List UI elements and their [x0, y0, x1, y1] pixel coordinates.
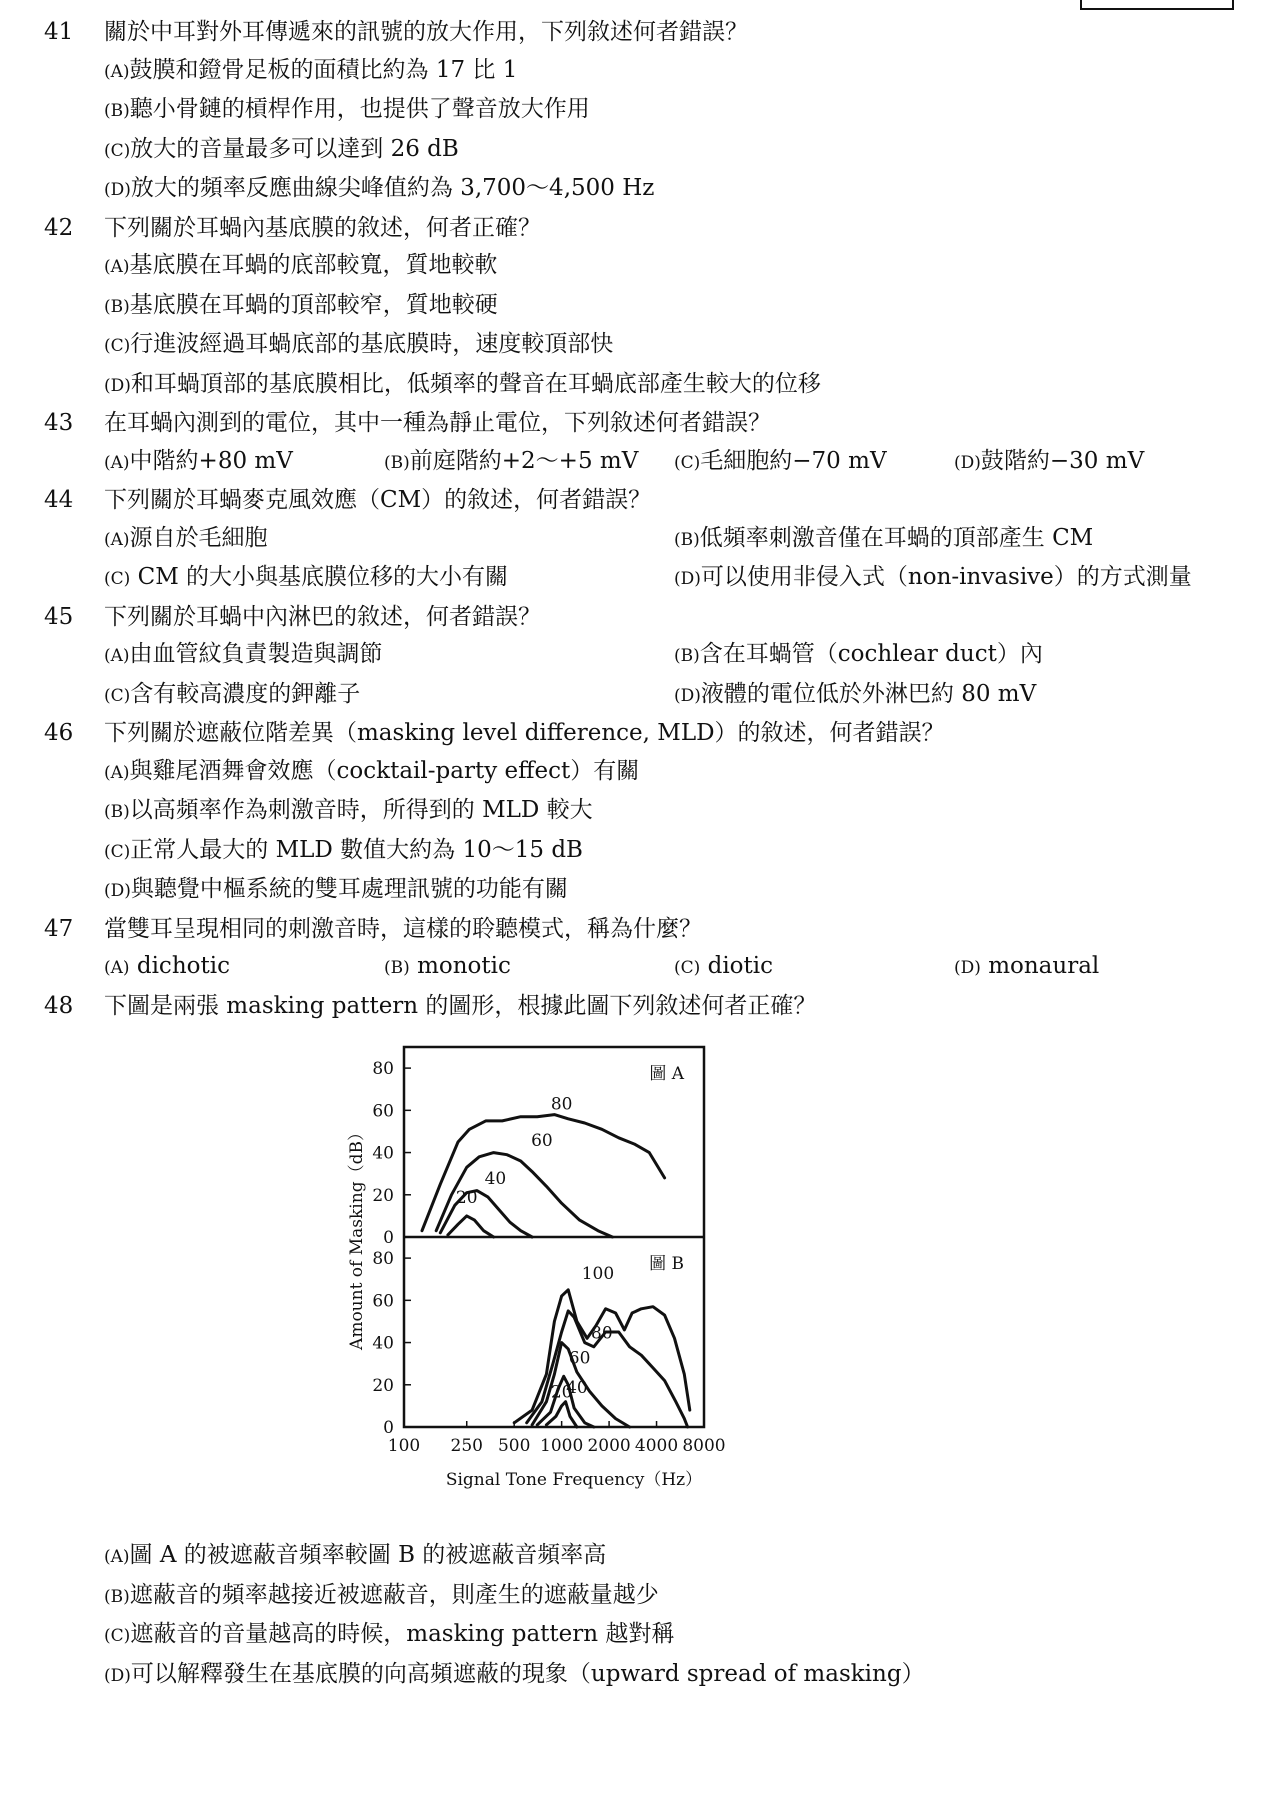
series-label: 60: [568, 1348, 591, 1369]
option-b[interactable]: (B) monotic: [384, 953, 511, 979]
option-d[interactable]: (D)液體的電位低於外淋巴約 80 mV: [674, 680, 1037, 707]
question-number: 45: [44, 603, 74, 630]
option-c[interactable]: (C)遮蔽音的音量越高的時候，masking pattern 越對稱: [104, 1621, 675, 1647]
y-tick-label: 0: [383, 1228, 394, 1248]
option-c[interactable]: (C)毛細胞約−70 mV: [674, 447, 887, 474]
series-label: 40: [484, 1169, 507, 1190]
option-d[interactable]: (D)可以解釋發生在基底膜的向高頻遮蔽的現象（upward spread of masking）: [104, 1660, 925, 1687]
option-a[interactable]: (A)源自於毛細胞: [104, 524, 268, 551]
x-tick-label: 4000: [634, 1436, 679, 1456]
question-43: [44, 405, 1234, 482]
x-axis-title: Signal Tone Frequency（Hz）: [445, 1470, 703, 1490]
masking-pattern-figure: [344, 1027, 864, 1537]
option-c[interactable]: (C)正常人最大的 MLD 數值大約為 10～15 dB: [104, 836, 583, 863]
question-number: 42: [44, 214, 74, 241]
y-tick-label: 20: [372, 1375, 394, 1396]
question-number: 41: [44, 19, 74, 45]
option-b[interactable]: (B)前庭階約+2～+5 mV: [384, 447, 639, 474]
question-number: 44: [44, 487, 74, 513]
option-b[interactable]: (B)基底膜在耳蝸的頂部較窄，質地較硬: [104, 291, 498, 318]
y-tick-label: 80: [372, 1059, 394, 1080]
header-box: [1080, 0, 1234, 10]
option-d[interactable]: (D)和耳蝸頂部的基底膜相比，低頻率的聲音在耳蝸底部產生較大的位移: [104, 370, 821, 397]
option-a[interactable]: (A)與雞尾酒舞會效應（cocktail-party effect）有關: [104, 757, 640, 784]
question-number: 46: [44, 720, 74, 746]
question-44: [44, 482, 1234, 599]
y-axis-title: Amount of Masking（dB）: [347, 1124, 367, 1350]
option-b[interactable]: (B)以高頻率作為刺激音時，所得到的 MLD 較大: [104, 797, 593, 823]
series-label: 40: [566, 1378, 588, 1399]
y-tick-label: 60: [372, 1291, 394, 1312]
question-text: 下列關於耳蝸中內淋巴的敘述，何者錯誤？: [104, 603, 541, 630]
option-c[interactable]: (C)行進波經過耳蝸底部的基底膜時，速度較頂部快: [104, 331, 614, 357]
series-label: 20: [550, 1382, 573, 1403]
option-c[interactable]: (C)含有較高濃度的鉀離子: [104, 680, 361, 707]
question-text: 在耳蝸內測到的電位，其中一種為靜止電位，下列敘述何者錯誤？: [104, 410, 771, 436]
x-tick-label: 8000: [682, 1436, 726, 1456]
masking-chart: [344, 1027, 864, 1537]
y-tick-label: 60: [372, 1101, 394, 1122]
panel-label: 圖 B: [649, 1254, 684, 1274]
series-label: 60: [531, 1131, 553, 1152]
question-number: 48: [44, 992, 74, 1019]
option-b[interactable]: (B)低頻率刺激音僅在耳蝸的頂部產生 CM: [674, 524, 1094, 551]
option-b[interactable]: (B)遮蔽音的頻率越接近被遮蔽音，則產生的遮蔽量越少: [104, 1581, 659, 1608]
question-text: 當雙耳呈現相同的刺激音時，這樣的聆聽模式，稱為什麼？: [104, 915, 702, 942]
y-tick-label: 20: [372, 1185, 394, 1206]
x-tick-label: 250: [450, 1436, 483, 1456]
option-b[interactable]: (B)聽小骨鏈的槓桿作用，也提供了聲音放大作用: [104, 96, 590, 122]
series-label: 80: [591, 1323, 613, 1344]
y-tick-label: 40: [372, 1333, 394, 1354]
option-a[interactable]: (A)鼓膜和鐙骨足板的面積比約為 17 比 1: [104, 56, 518, 83]
option-a[interactable]: (A) dichotic: [104, 953, 230, 979]
question-text: 下列關於遮蔽位階差異（masking level difference, MLD）的敘述，何者錯誤？: [104, 720, 945, 746]
option-c[interactable]: (C)放大的音量最多可以達到 26 dB: [104, 135, 459, 162]
x-tick-label: 1000: [540, 1436, 584, 1456]
option-d[interactable]: (D)鼓階約−30 mV: [954, 447, 1145, 474]
question-text: 下列關於耳蝸內基底膜的敘述，何者正確？: [104, 214, 541, 241]
y-tick-label: 0: [383, 1418, 394, 1438]
option-c[interactable]: (C) CM 的大小與基底膜位移的大小有關: [104, 564, 509, 590]
option-d[interactable]: (D)放大的頻率反應曲線尖峰值約為 3,700～4,500 Hz: [104, 175, 655, 201]
x-tick-label: 2000: [587, 1436, 631, 1456]
panel-label: 圖 A: [649, 1064, 684, 1084]
option-a[interactable]: (A)基底膜在耳蝸的底部較寬，質地較軟: [104, 252, 498, 278]
option-a[interactable]: (A)由血管紋負責製造與調節: [104, 641, 383, 667]
option-b[interactable]: (B)含在耳蝸管（cochlear duct）內: [674, 641, 1043, 667]
question-45: [44, 599, 1234, 716]
question-number: 43: [44, 410, 74, 436]
option-c[interactable]: (C) diotic: [674, 953, 773, 979]
x-tick-label: 500: [497, 1436, 531, 1456]
question-47: [44, 911, 1234, 988]
question-48: [44, 988, 1234, 1696]
exam-page: [44, 14, 1234, 1695]
question-46: [44, 715, 1234, 911]
question-number: 47: [44, 915, 74, 942]
option-a[interactable]: (A)圖 A 的被遮蔽音頻率較圖 B 的被遮蔽音頻率高: [104, 1542, 607, 1568]
series-label: 20: [455, 1188, 478, 1209]
option-d[interactable]: (D) monaural: [954, 953, 1100, 979]
question-text: 關於中耳對外耳傳遞來的訊號的放大作用，下列敘述何者錯誤？: [104, 19, 748, 45]
option-a[interactable]: (A)中階約+80 mV: [104, 447, 293, 474]
series-label: 100: [581, 1264, 615, 1285]
option-d[interactable]: (D)可以使用非侵入式（non-invasive）的方式測量: [674, 564, 1192, 590]
series-label: 80: [550, 1094, 573, 1115]
series-line: [448, 1216, 494, 1237]
x-tick-label: 100: [387, 1436, 421, 1456]
question-text: 下圖是兩張 masking pattern 的圖形，根據此圖下列敘述何者正確？: [104, 992, 817, 1019]
question-41: [44, 14, 1234, 210]
y-tick-label: 40: [372, 1143, 394, 1164]
question-42: [44, 210, 1234, 406]
option-d[interactable]: (D)與聽覺中樞系統的雙耳處理訊號的功能有關: [104, 876, 568, 902]
question-text: 下列關於耳蝸麥克風效應（CM）的敘述，何者錯誤？: [104, 487, 652, 513]
y-tick-label: 80: [372, 1249, 394, 1270]
